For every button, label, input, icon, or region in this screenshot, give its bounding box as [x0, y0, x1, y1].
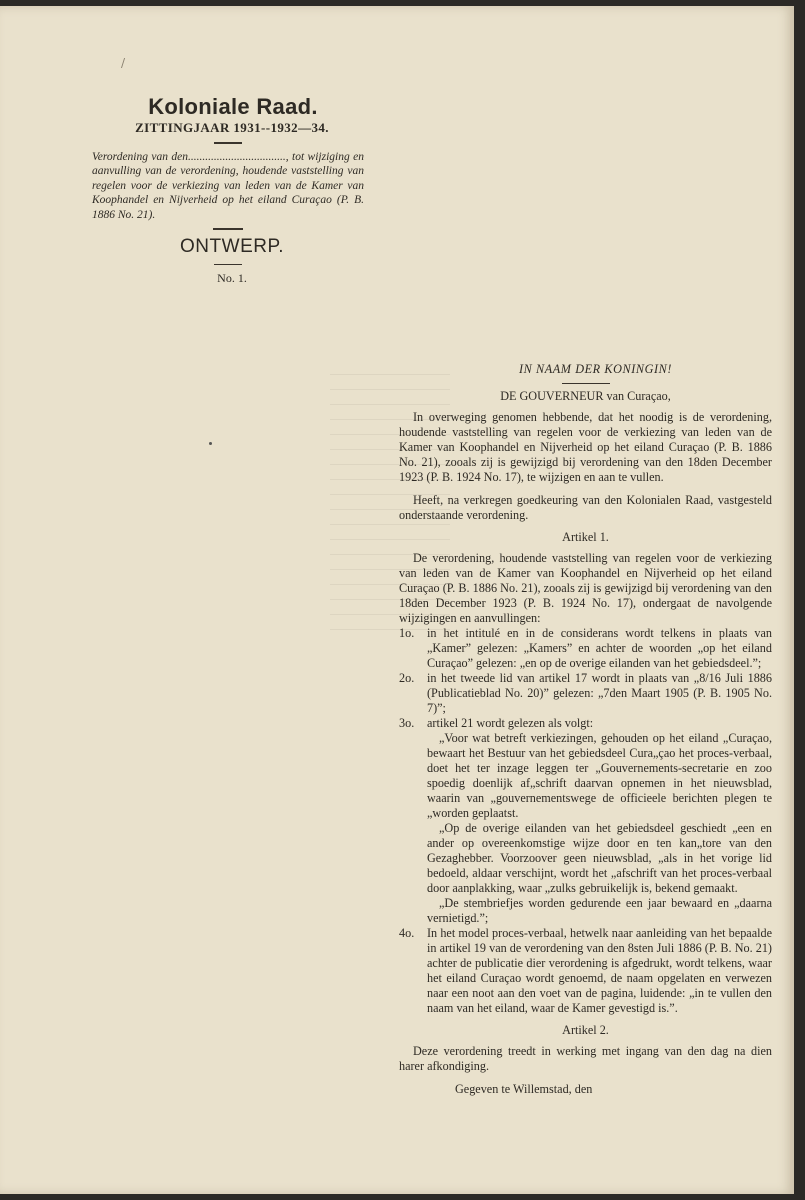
document-page [0, 6, 794, 1194]
list-item [399, 626, 772, 671]
item-text: in het tweede lid van artikel 17 wordt in plaats van „8/16 Juli 1886 (Publicatieblad No. 20)” gelezen: „7den Maart 1905 (P. B. 1905 No. 7)”; [427, 671, 772, 715]
divider [214, 264, 242, 266]
quote-paragraph: „De stembriefjes worden gedurende een jaar bewaard en „daarna vernietigd.”; [427, 896, 772, 925]
ordinance-subject: Verordening van den.................................., tot wijziging en aanvulling van de verordening, houdende vaststelling van regelen voor de verkiezing van leden van de Kamer van Koophandel en Nijverheid op het eiland Curaçao (P. B. 1886 No. 21). [92, 150, 364, 221]
enactment: Heeft, na verkregen goedkeuring van den Kolonialen Raad, vastgesteld onderstaande verordening. [399, 493, 772, 522]
item-number: 2o. [399, 671, 415, 685]
draft-label: ONTWERP. [180, 235, 284, 257]
pencil-mark: / [121, 56, 126, 70]
ordinance-body [399, 362, 772, 1097]
item-text: in het intitulé en in de considerans wordt telkens in plaats van „Kamer” gelezen: „Kamers” en achter de woorden „op het eiland Curaçao” gelezen: „en op de overige eilanden van het gebiedsdeel.”; [427, 626, 772, 670]
article-2-title: Artikel 2. [562, 1023, 609, 1037]
article-1-intro: De verordening, houdende vaststelling van regelen voor de verkiezing van leden van de Kamer van Koophandel en Nijverheid op het eiland Curaçao (P. B. 1886 No. 21), zooals zij is gewijzigd bij verordening van den 18den December 1923 (P. B. 1924 No. 17), ondergaat de navolgende wijzigingen en aanvullingen: [399, 551, 772, 625]
item-number: 4o. [399, 926, 415, 940]
quote-paragraph: „Op de overige eilanden van het gebiedsdeel geschiedt „een en ander op overeenkomstige wijze door en ten kan„tore van den Gezaghebber. Voorzoover geen nieuwsblad, „als in het vorige lid bedoeld, aldaar verschijnt, wordt het „afschrift van het proces-verbaal door aanplakking, waar „zulks gebruikelijk is, bekend gemaakt. [427, 821, 772, 895]
item-text: In het model proces-verbaal, hetwelk naar aanleiding van het bepaalde in artikel 19 van de verordening van den 8sten Juli 1886 (P. B. No. 21) achter de publicatie dier verordening is afgedrukt, wordt telkens, waar het eiland Curaçao wordt genoemd, de naam opgelaten en verwezen naar een noot aan den voet van de pagina, luidende: „in te vullen den naam van het eiland, waar de Kamer gevestigd is.”. [427, 926, 772, 1015]
session-years: ZITTINGJAAR 1931--1932—34. [135, 120, 329, 135]
article-1-title: Artikel 1. [562, 530, 609, 544]
article-2-text: Deze verordening treedt in werking met ingang van den dag na dien harer afkondiging. [399, 1044, 772, 1073]
divider [213, 228, 243, 230]
council-title: Koloniale Raad. [148, 94, 318, 119]
divider [562, 383, 610, 384]
draft-number: No. 1. [217, 271, 247, 286]
left-column [92, 94, 364, 286]
list-item [399, 716, 772, 731]
quote-paragraph: „Voor wat betreft verkiezingen, gehouden op het eiland „Curaçao, bewaart het Bestuur van het gebiedsdeel Cura„çao het proces-verbaal, doet het ter inzage leggen ter „Gouvernements-secretarie en zoo spoedig doenlijk af„schrift daarvan opnemen in het nieuwsblad, waarin van „gouvernementswege de officieele berichten plegen te „worden geplaatst. [427, 731, 772, 820]
quoted-article-21 [399, 731, 772, 926]
preamble: In overweging genomen hebbende, dat het noodig is de verordening, houdende vaststelling van regelen voor de verkiezing van leden van de Kamer van Koophandel en Nijverheid op het eiland Curaçao (P. B. 1886 No. 21), zooals zij is gewijzigd bij verordening van den 18den December 1923 (P. B. 1924 No. 17), te wijzigen en aan te vullen. [399, 410, 772, 484]
list-item [399, 926, 772, 1016]
speck [209, 442, 212, 445]
signoff: Gegeven te Willemstad, den [455, 1082, 593, 1096]
governor-line: DE GOUVERNEUR van Curaçao, [500, 389, 671, 403]
list-item [399, 671, 772, 716]
invocation: IN NAAM DER KONINGIN! [518, 362, 673, 376]
item-text: artikel 21 wordt gelezen als volgt: [427, 716, 594, 730]
divider [214, 142, 242, 144]
item-number: 1o. [399, 626, 415, 640]
item-number: 3o. [399, 716, 415, 730]
